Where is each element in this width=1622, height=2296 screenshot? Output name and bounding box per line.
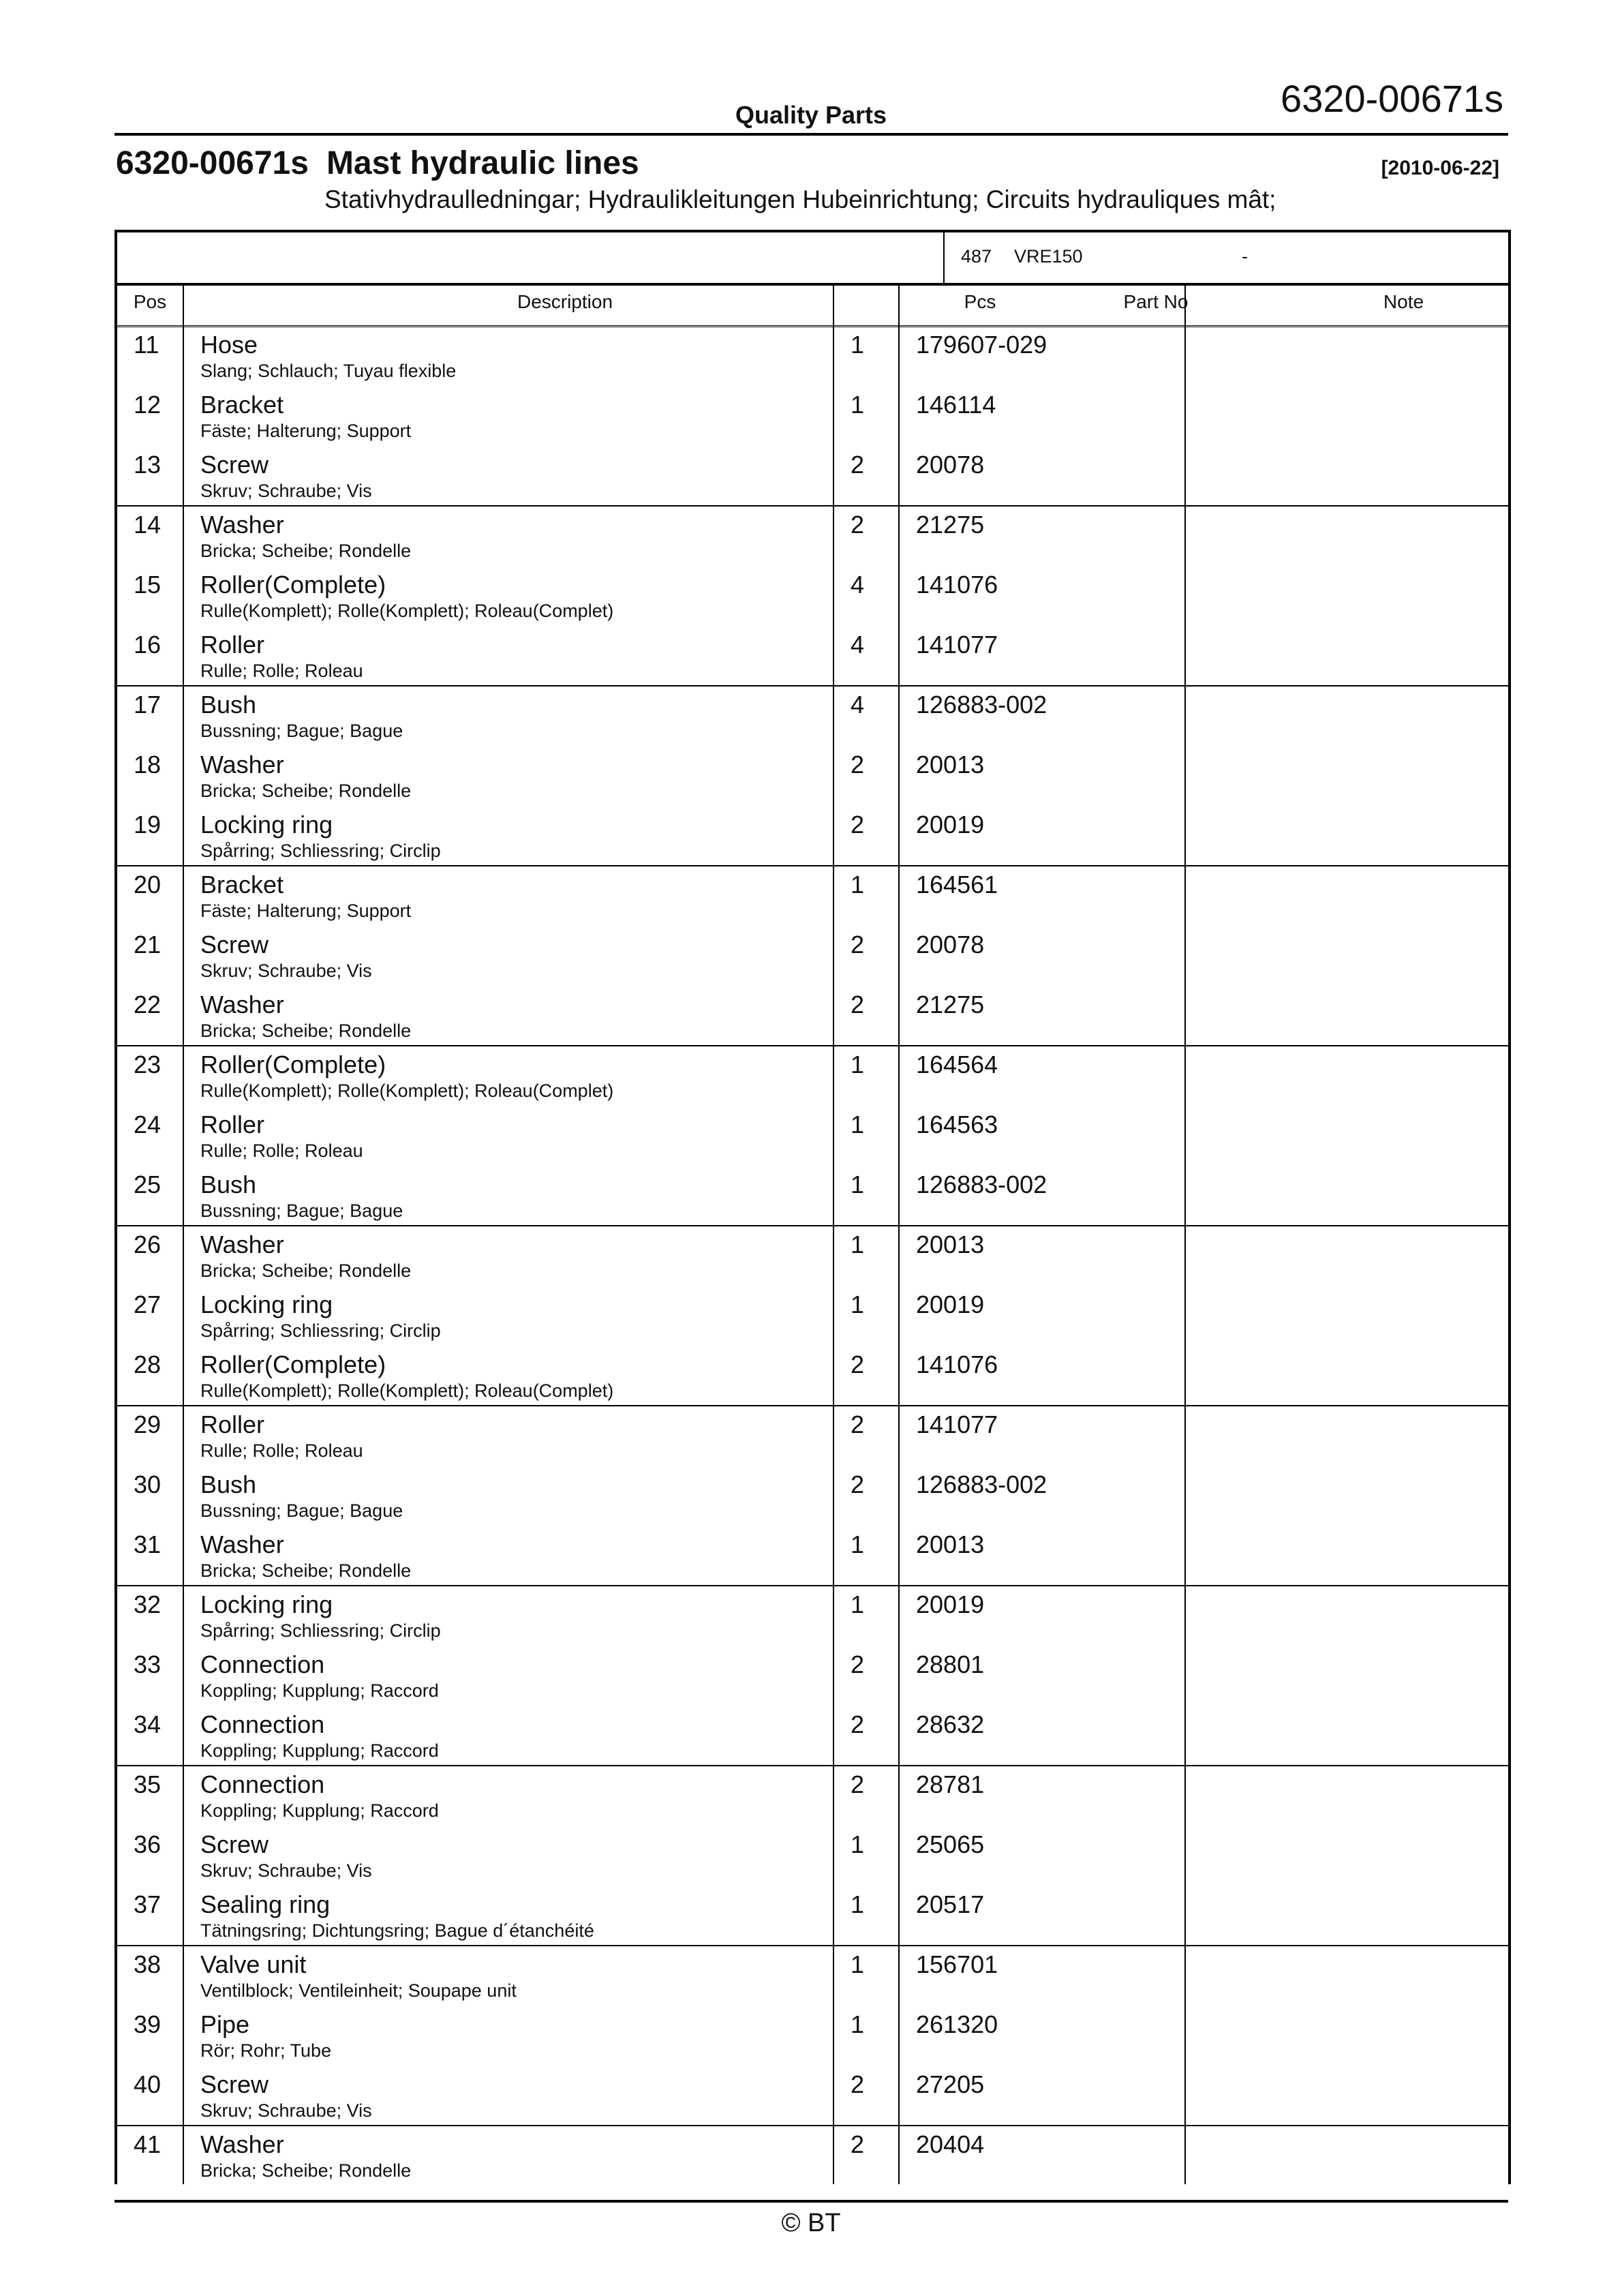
table-row — [117, 931, 1508, 991]
row-translation: Koppling; Kupplung; Raccord — [200, 1800, 439, 1821]
row-pcs: 2 — [851, 1650, 865, 1678]
table-row — [117, 1590, 1508, 1650]
row-part-no: 141076 — [916, 571, 998, 599]
row-part-no: 164561 — [916, 871, 998, 898]
table-row — [117, 1770, 1508, 1830]
column-header-pcs: Pcs — [964, 291, 996, 312]
table-row — [117, 1170, 1508, 1230]
row-part-no: 25065 — [916, 1830, 985, 1858]
row-pcs: 4 — [851, 571, 865, 599]
parts-table — [114, 283, 1511, 2184]
row-translation: Bussning; Bague; Bague — [200, 1500, 403, 1521]
table-row — [117, 1950, 1508, 2010]
row-description: Roller — [200, 1111, 265, 1138]
table-row — [117, 631, 1508, 691]
row-pcs: 1 — [851, 1170, 865, 1198]
row-part-no: 146114 — [916, 391, 996, 419]
table-row — [117, 1230, 1508, 1290]
table-row — [117, 1470, 1508, 1530]
row-description: Washer — [200, 1230, 284, 1258]
row-translation: Bricka; Scheibe; Rondelle — [200, 1260, 412, 1281]
group-divider — [117, 1045, 1508, 1046]
row-pos: 12 — [134, 391, 162, 419]
row-pcs: 1 — [851, 1111, 865, 1138]
group-divider — [117, 505, 1508, 507]
row-pos: 38 — [134, 1950, 162, 1978]
row-pcs: 2 — [851, 1770, 865, 1798]
row-pos: 16 — [134, 631, 162, 659]
row-pos: 28 — [134, 1350, 162, 1378]
row-translation: Rulle; Rolle; Roleau — [200, 1141, 363, 1161]
row-description: Washer — [200, 511, 284, 539]
row-pcs: 2 — [851, 991, 865, 1018]
row-translation: Bussning; Bague; Bague — [200, 1200, 403, 1221]
row-description: Screw — [200, 451, 269, 479]
table-row — [117, 1290, 1508, 1350]
table-row — [117, 511, 1508, 571]
row-pcs: 1 — [851, 1530, 865, 1558]
row-pcs: 4 — [851, 691, 865, 719]
model-suffix: - — [1242, 246, 1248, 267]
table-row — [117, 2010, 1508, 2070]
row-pos: 37 — [134, 1890, 162, 1918]
group-divider — [117, 1765, 1508, 1766]
row-translation: Rulle; Rolle; Roleau — [200, 1440, 363, 1461]
row-pcs: 1 — [851, 1830, 865, 1858]
row-pcs: 1 — [851, 1950, 865, 1978]
row-description: Bracket — [200, 391, 284, 419]
row-part-no: 164564 — [916, 1051, 998, 1078]
row-pos: 24 — [134, 1111, 162, 1138]
model-name: VRE150 — [1014, 246, 1083, 267]
row-pcs: 1 — [851, 1230, 865, 1258]
table-row — [117, 1111, 1508, 1170]
row-pos: 15 — [134, 571, 162, 599]
row-pos: 39 — [134, 2010, 162, 2038]
row-pcs: 2 — [851, 511, 865, 539]
row-pos: 30 — [134, 1470, 162, 1498]
table-row — [117, 451, 1508, 511]
row-translation: Rör; Rohr; Tube — [200, 2040, 332, 2061]
row-part-no: 141077 — [916, 631, 998, 659]
table-row — [117, 691, 1508, 751]
row-description: Locking ring — [200, 1290, 333, 1318]
row-part-no: 126883-002 — [916, 691, 1047, 719]
row-translation: Spårring; Schliessring; Circlip — [200, 1620, 441, 1641]
row-part-no: 20019 — [916, 1290, 985, 1318]
row-part-no: 261320 — [916, 2010, 998, 2038]
column-header-note: Note — [1383, 291, 1424, 312]
row-description: Pipe — [200, 2010, 250, 2038]
table-row — [117, 1051, 1508, 1111]
table-row — [117, 1530, 1508, 1590]
table-row — [117, 2130, 1508, 2190]
row-translation: Rulle(Komplett); Rolle(Komplett); Roleau(Complet) — [200, 601, 614, 621]
row-part-no: 156701 — [916, 1950, 998, 1978]
row-description: Locking ring — [200, 811, 333, 839]
row-translation: Bricka; Scheibe; Rondelle — [200, 541, 412, 561]
row-part-no: 126883-002 — [916, 1470, 1047, 1498]
row-part-no: 21275 — [916, 991, 985, 1018]
row-translation: Skruv; Schraube; Vis — [200, 481, 372, 501]
row-pos: 33 — [134, 1650, 162, 1678]
row-part-no: 21275 — [916, 511, 985, 539]
row-pos: 20 — [134, 871, 162, 898]
table-row — [117, 391, 1508, 451]
table-row — [117, 1710, 1508, 1770]
table-row — [117, 1350, 1508, 1410]
table-row — [117, 1650, 1508, 1710]
row-part-no: 28801 — [916, 1650, 985, 1678]
page-subtitle: Stativhydraulledningar; Hydraulikleitungen Hubeinrichtung; Circuits hydrauliques mât; — [324, 185, 1276, 213]
row-pcs: 2 — [851, 1350, 865, 1378]
row-pos: 19 — [134, 811, 162, 839]
row-pos: 41 — [134, 2130, 162, 2158]
row-pos: 40 — [134, 2070, 162, 2098]
model-code: 487 — [961, 246, 992, 267]
header-label: Quality Parts — [735, 101, 887, 129]
group-divider — [117, 865, 1508, 866]
row-description: Roller(Complete) — [200, 571, 386, 599]
row-pos: 32 — [134, 1590, 162, 1618]
row-translation: Rulle; Rolle; Roleau — [200, 661, 363, 681]
row-pcs: 1 — [851, 1290, 865, 1318]
row-translation: Skruv; Schraube; Vis — [200, 2100, 372, 2121]
row-translation: Skruv; Schraube; Vis — [200, 961, 372, 981]
row-description: Connection — [200, 1710, 325, 1738]
row-translation: Spårring; Schliessring; Circlip — [200, 1320, 441, 1341]
row-pos: 25 — [134, 1170, 162, 1198]
row-pos: 26 — [134, 1230, 162, 1258]
title-name: Mast hydraulic lines — [326, 145, 639, 181]
row-pcs: 2 — [851, 2070, 865, 2098]
column-header-part-no: Part No — [1123, 291, 1189, 312]
model-cell — [943, 232, 1503, 283]
row-pcs: 2 — [851, 751, 865, 779]
row-pos: 11 — [134, 331, 159, 359]
row-translation: Fäste; Halterung; Support — [200, 901, 412, 921]
row-pos: 22 — [134, 991, 162, 1018]
row-pcs: 2 — [851, 1710, 865, 1738]
row-description: Roller — [200, 1410, 265, 1438]
row-description: Roller — [200, 631, 265, 659]
row-translation: Bricka; Scheibe; Rondelle — [200, 1560, 412, 1581]
doc-number: 6320-00671s — [1281, 77, 1503, 120]
row-description: Bush — [200, 1470, 257, 1498]
group-divider — [117, 2125, 1508, 2126]
table-row — [117, 871, 1508, 931]
row-pos: 35 — [134, 1770, 162, 1798]
table-row — [117, 1890, 1508, 1950]
row-description: Valve unit — [200, 1950, 307, 1978]
row-pos: 34 — [134, 1710, 162, 1738]
footer-copyright: © BT — [781, 2209, 841, 2237]
table-row — [117, 571, 1508, 631]
table-row — [117, 751, 1508, 811]
row-pos: 27 — [134, 1290, 162, 1318]
row-description: Washer — [200, 991, 284, 1018]
row-part-no: 27205 — [916, 2070, 985, 2098]
page-title — [116, 145, 639, 182]
row-part-no: 28781 — [916, 1770, 985, 1798]
row-pos: 29 — [134, 1410, 162, 1438]
row-translation: Skruv; Schraube; Vis — [200, 1860, 372, 1881]
row-translation: Koppling; Kupplung; Raccord — [200, 1680, 439, 1701]
row-pcs: 4 — [851, 631, 865, 659]
row-translation: Spårring; Schliessring; Circlip — [200, 841, 441, 861]
row-pos: 21 — [134, 931, 162, 958]
row-translation: Ventilblock; Ventileinheit; Soupape unit — [200, 1980, 517, 2001]
row-translation: Bricka; Scheibe; Rondelle — [200, 1021, 412, 1041]
row-description: Screw — [200, 2070, 269, 2098]
row-description: Washer — [200, 751, 284, 779]
table-row — [117, 991, 1508, 1051]
column-header-pos: Pos — [133, 291, 167, 312]
row-part-no: 20078 — [916, 451, 985, 479]
row-pcs: 2 — [851, 931, 865, 958]
row-translation: Bricka; Scheibe; Rondelle — [200, 2160, 412, 2181]
row-part-no: 20078 — [916, 931, 985, 958]
group-divider — [117, 1225, 1508, 1226]
row-translation: Rulle(Komplett); Rolle(Komplett); Roleau(Complet) — [200, 1380, 614, 1401]
row-part-no: 126883-002 — [916, 1170, 1047, 1198]
model-box — [114, 230, 1511, 286]
row-description: Locking ring — [200, 1590, 333, 1618]
group-divider — [117, 685, 1508, 686]
row-part-no: 20404 — [916, 2130, 985, 2158]
group-divider — [117, 1945, 1508, 1946]
row-description: Bracket — [200, 871, 284, 898]
row-translation: Fäste; Halterung; Support — [200, 421, 412, 441]
row-description: Sealing ring — [200, 1890, 331, 1918]
row-part-no: 20019 — [916, 1590, 985, 1618]
row-pcs: 2 — [851, 1470, 865, 1498]
row-translation: Bussning; Bague; Bague — [200, 721, 403, 741]
column-header-description: Description — [517, 291, 613, 312]
row-pos: 18 — [134, 751, 162, 779]
row-description: Washer — [200, 2130, 284, 2158]
row-part-no: 141077 — [916, 1410, 998, 1438]
row-part-no: 20517 — [916, 1890, 985, 1918]
row-pcs: 2 — [851, 811, 865, 839]
row-part-no: 20013 — [916, 1530, 985, 1558]
row-pcs: 1 — [851, 2010, 865, 2038]
row-pcs: 1 — [851, 331, 865, 359]
row-pos: 14 — [134, 511, 162, 539]
row-description: Bush — [200, 1170, 257, 1198]
row-pos: 31 — [134, 1530, 162, 1558]
row-description: Screw — [200, 1830, 269, 1858]
row-description: Connection — [200, 1650, 325, 1678]
row-description: Roller(Complete) — [200, 1051, 386, 1078]
table-row — [117, 2070, 1508, 2130]
row-part-no: 20013 — [916, 1230, 985, 1258]
row-pcs: 2 — [851, 2130, 865, 2158]
row-pos: 13 — [134, 451, 162, 479]
table-row — [117, 811, 1508, 871]
row-part-no: 164563 — [916, 1111, 998, 1138]
row-translation: Rulle(Komplett); Rolle(Komplett); Roleau(Complet) — [200, 1081, 614, 1101]
row-pcs: 1 — [851, 1590, 865, 1618]
document-date: [2010-06-22] — [1381, 157, 1499, 179]
table-row — [117, 1410, 1508, 1470]
row-part-no: 179607-029 — [916, 331, 1047, 359]
row-pos: 17 — [134, 691, 162, 719]
row-description: Bush — [200, 691, 257, 719]
row-description: Hose — [200, 331, 258, 359]
row-description: Washer — [200, 1530, 284, 1558]
table-header — [117, 283, 1508, 327]
row-pos: 23 — [134, 1051, 162, 1078]
group-divider — [117, 1405, 1508, 1406]
row-pcs: 2 — [851, 451, 865, 479]
row-pcs: 1 — [851, 391, 865, 419]
table-row — [117, 331, 1508, 391]
row-description: Roller(Complete) — [200, 1350, 386, 1378]
row-description: Connection — [200, 1770, 325, 1798]
title-code: 6320-00671s — [116, 145, 309, 181]
row-part-no: 20019 — [916, 811, 985, 839]
row-pcs: 1 — [851, 1890, 865, 1918]
table-row — [117, 1830, 1508, 1890]
group-divider — [117, 1585, 1508, 1586]
row-translation: Koppling; Kupplung; Raccord — [200, 1740, 439, 1761]
row-translation: Tätningsring; Dichtungsring; Bague d´étanchéité — [200, 1920, 594, 1941]
row-pos: 36 — [134, 1830, 162, 1858]
header-rule — [114, 133, 1508, 136]
row-part-no: 141076 — [916, 1350, 998, 1378]
footer-rule — [114, 2200, 1508, 2203]
row-part-no: 20013 — [916, 751, 985, 779]
row-pcs: 1 — [851, 871, 865, 898]
row-description: Screw — [200, 931, 269, 958]
row-translation: Bricka; Scheibe; Rondelle — [200, 781, 412, 801]
row-pcs: 1 — [851, 1051, 865, 1078]
row-part-no: 28632 — [916, 1710, 985, 1738]
row-translation: Slang; Schlauch; Tuyau flexible — [200, 361, 457, 381]
row-pcs: 2 — [851, 1410, 865, 1438]
